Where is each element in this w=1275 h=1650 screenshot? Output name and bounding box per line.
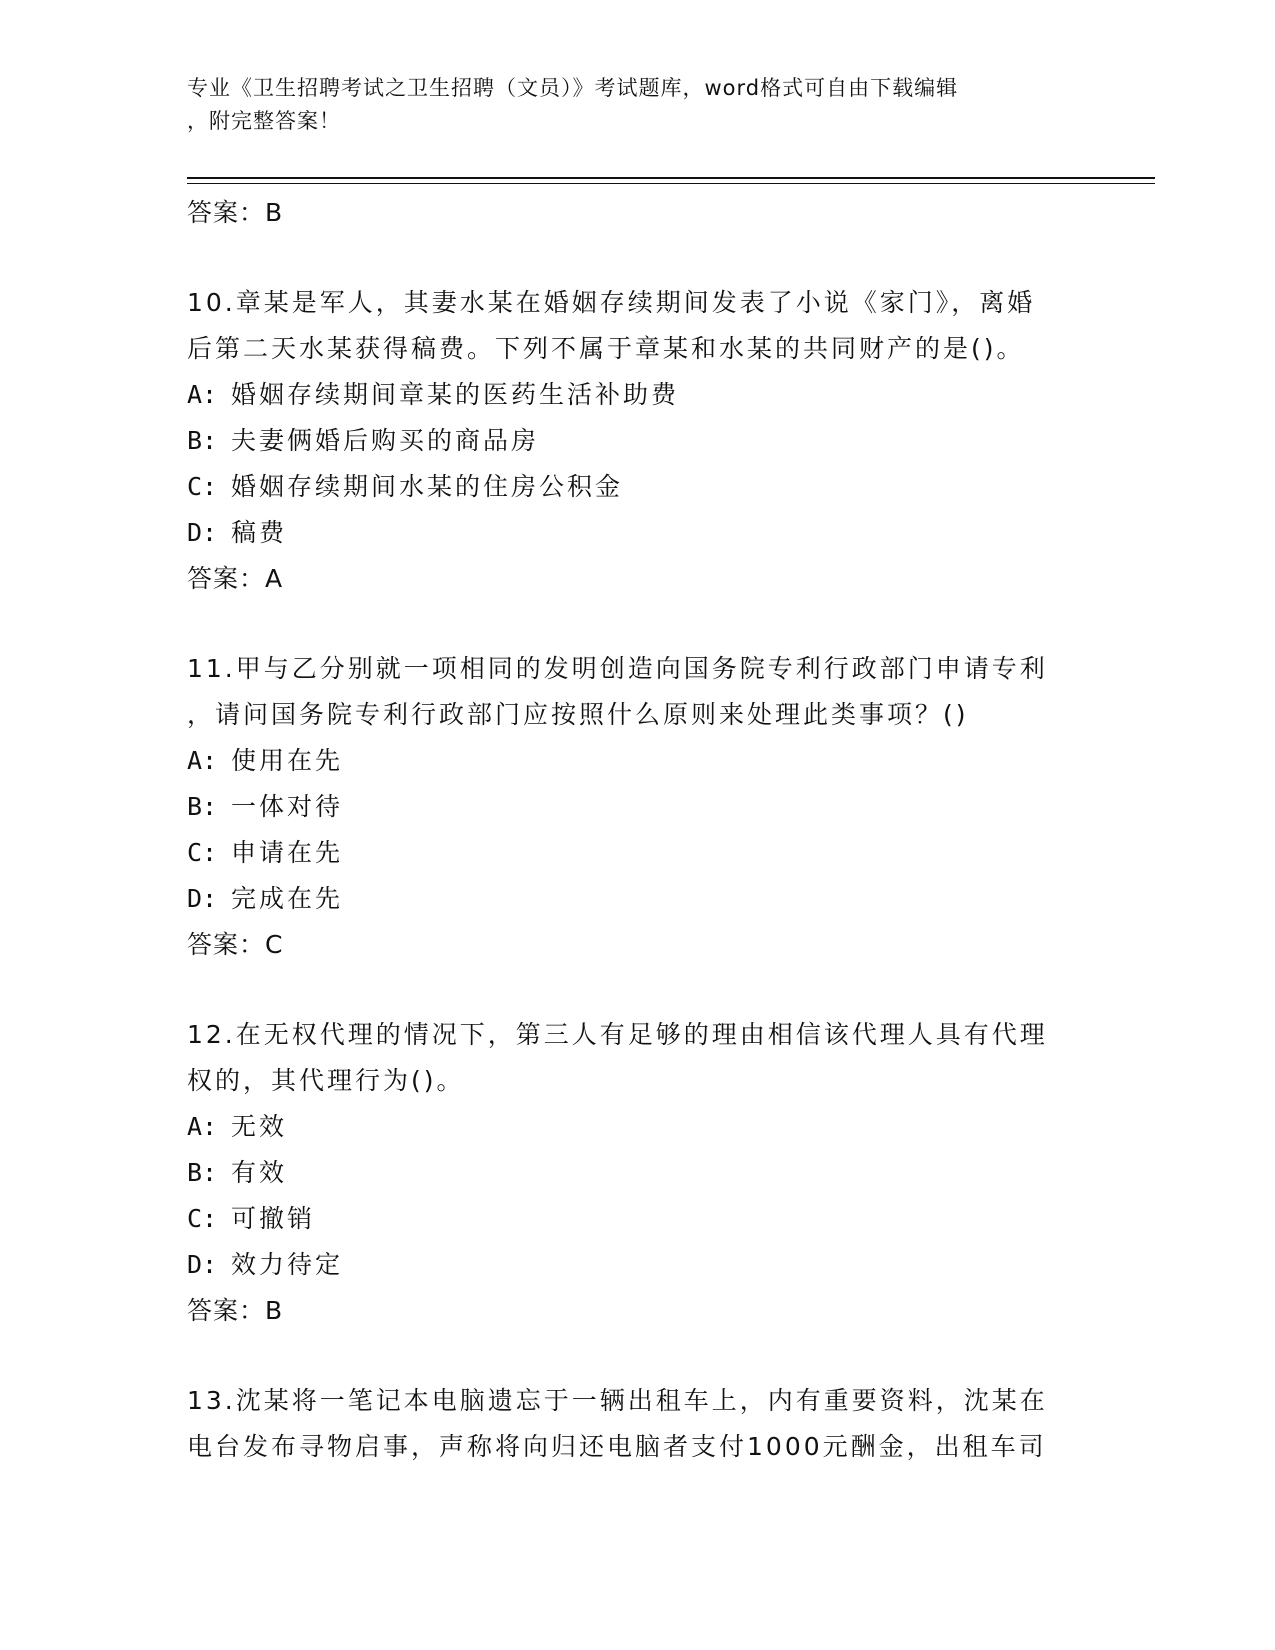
question-text-line: 11.甲与乙分别就一项相同的发明创造向国务院专利行政部门申请专利 [187, 654, 1048, 683]
document-header [187, 72, 1087, 138]
option-text: 可撤销 [231, 1204, 316, 1233]
option-letter: C: [187, 1204, 218, 1233]
header-divider-thick [187, 177, 1155, 179]
spacer [187, 602, 1087, 646]
option-d [187, 876, 1087, 922]
option-letter: A: [187, 1112, 218, 1141]
header-line-2: ，附完整答案！ [187, 109, 341, 133]
option-text: 使用在先 [231, 746, 344, 775]
question-text-line: 13.沈某将一笔记本电脑遗忘于一辆出租车上，内有重要资料，沈某在 [187, 1386, 1048, 1415]
question-text-line: 电台发布寻物启事，声称将向归还电脑者支付1000元酬金，出租车司 [187, 1432, 1047, 1461]
option-d [187, 510, 1087, 556]
option-b [187, 784, 1087, 830]
option-letter: D: [187, 1250, 218, 1279]
option-text: 稿费 [231, 518, 288, 547]
question-text-line: ，请问国务院专利行政部门应按照什么原则来处理此类事项？() [187, 700, 969, 729]
spacer [187, 1334, 1087, 1378]
option-d [187, 1242, 1087, 1288]
option-letter: D: [187, 884, 218, 913]
answer-line: 答案：B [187, 198, 284, 227]
option-letter: B: [187, 792, 218, 821]
option-letter: A: [187, 380, 218, 409]
option-c [187, 1196, 1087, 1242]
answer-line: 答案：A [187, 564, 284, 593]
option-text: 夫妻俩婚后购买的商品房 [231, 426, 540, 455]
question-text-line: 权的，其代理行为()。 [187, 1066, 465, 1095]
spacer [187, 968, 1087, 1012]
question-list [187, 190, 1087, 1470]
option-text: 无效 [231, 1112, 288, 1141]
option-a [187, 738, 1087, 784]
option-text: 婚姻存续期间章某的医药生活补助费 [231, 380, 680, 409]
option-letter: C: [187, 838, 218, 867]
header-divider-thin [187, 183, 1155, 184]
question-block [187, 646, 1087, 968]
spacer [187, 236, 1087, 280]
option-c [187, 464, 1087, 510]
question-text-line: 12.在无权代理的情况下，第三人有足够的理由相信该代理人具有代理 [187, 1020, 1048, 1049]
option-b [187, 1150, 1087, 1196]
option-a [187, 372, 1087, 418]
answer-line: 答案：B [187, 1296, 284, 1325]
option-c [187, 830, 1087, 876]
option-letter: C: [187, 472, 218, 501]
option-text: 申请在先 [231, 838, 344, 867]
option-text: 一体对待 [231, 792, 344, 821]
option-a [187, 1104, 1087, 1150]
option-letter: D: [187, 518, 218, 547]
question-block [187, 280, 1087, 602]
question-block [187, 1378, 1087, 1470]
question-text-line: 后第二天水某获得稿费。下列不属于章某和水某的共同财产的是()。 [187, 334, 1025, 363]
header-line-1: 专业《卫生招聘考试之卫生招聘（文员）》考试题库，word格式可自由下载编辑 [187, 76, 959, 100]
option-text: 有效 [231, 1158, 288, 1187]
option-text: 完成在先 [231, 884, 344, 913]
question-text-line: 10.章某是军人，其妻水某在婚姻存续期间发表了小说《家门》，离婚 [187, 288, 1036, 317]
option-letter: B: [187, 426, 218, 455]
option-text: 效力待定 [231, 1250, 344, 1279]
option-letter: A: [187, 746, 218, 775]
option-text: 婚姻存续期间水某的住房公积金 [231, 472, 624, 501]
option-b [187, 418, 1087, 464]
answer-line: 答案：C [187, 930, 284, 959]
question-block [187, 1012, 1087, 1334]
option-letter: B: [187, 1158, 218, 1187]
